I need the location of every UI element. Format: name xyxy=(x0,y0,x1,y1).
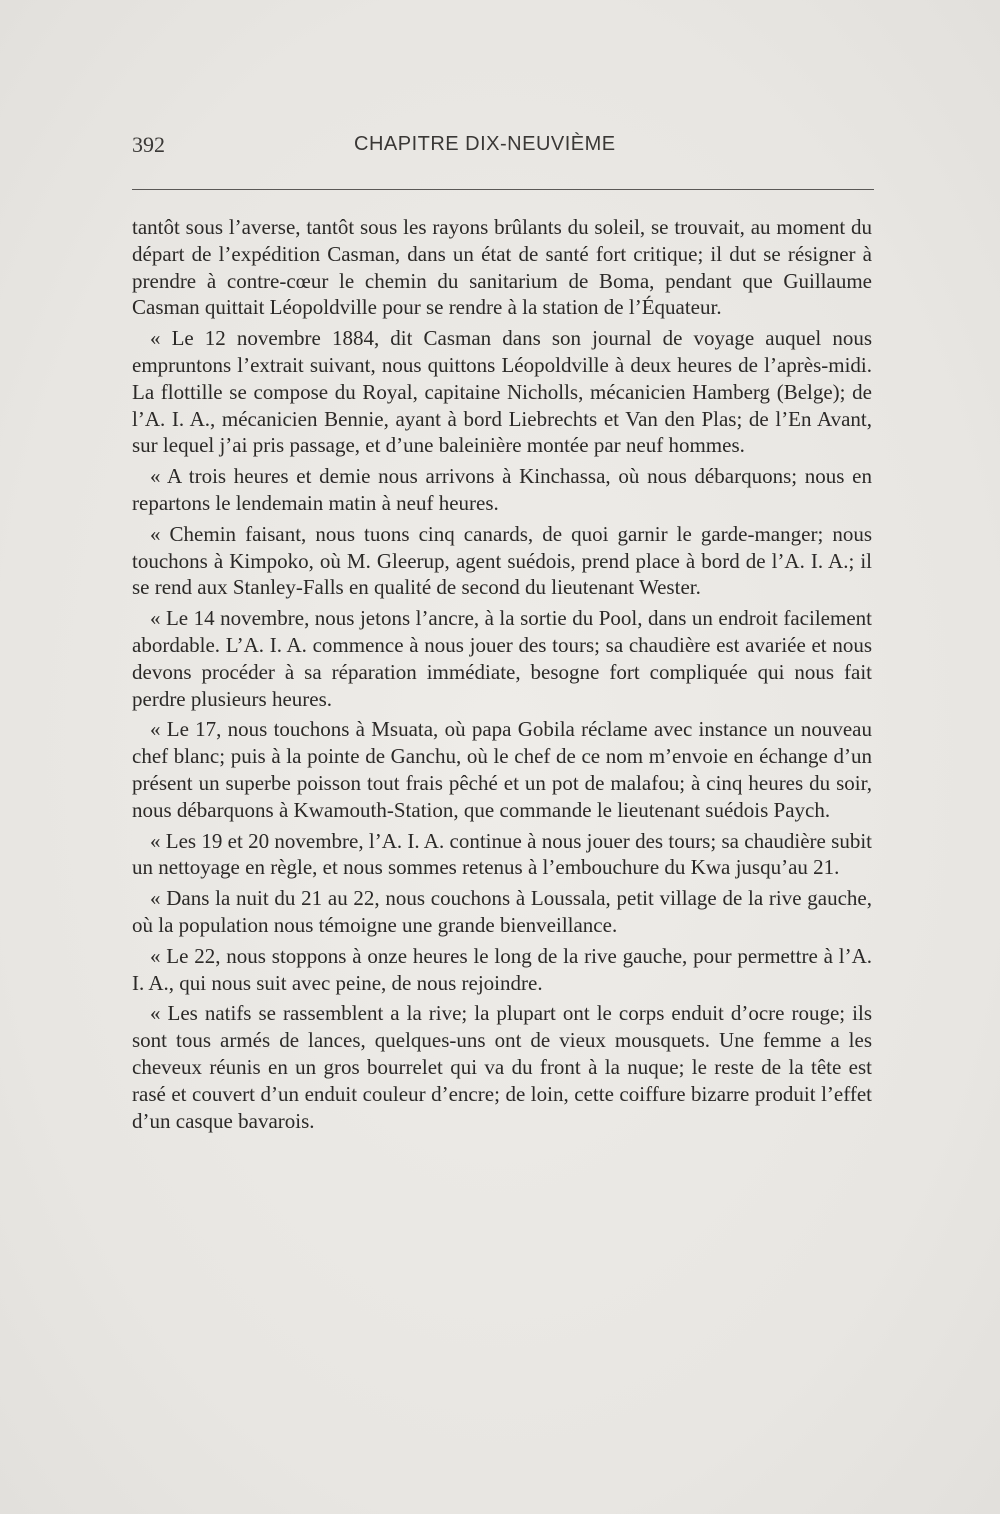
paragraph-6: « Le 17, nous touchons à Msuata, où papa Gobila réclame avec instance un nouveau chef blanc; puis à la pointe de Ganchu, où le chef de ce nom m’envoie en échange d’un présent un superbe poisson tout frais pêché et un pot de malafou; à cinq heures du soir, nous débarquons à Kwamouth-Station, que commande le lieutenant suédois Paych. xyxy=(132,717,872,822)
paragraph-2: « Le 12 novembre 1884, dit Casman dans son journal de voyage auquel nous empruntons l’extrait suivant, nous quittons Léopoldville à deux heures de l’après-midi. La flottille se compose du Royal, capitaine Nicholls, mécanicien Hamberg (Belge); de l’A. I. A., mécanicien Bennie, ayant à bord Liebrechts et Van den Plas; de l’En Avant, sur lequel j’ai pris passage, et d’une baleinière montée par neuf hommes. xyxy=(132,326,872,458)
paragraph-10: « Les natifs se rassemblent a la rive; la plupart ont le corps enduit d’ocre rouge; ils sont tous armés de lances, quelques-uns ont de vieux mousquets. Une femme a les cheveux réunis en un gros bourrelet qui va du front à la nuque; le reste de la tête est rasé et couvert d’un enduit couleur d’encre; de loin, cette coiffure bizarre produit l’effet d’un casque bavarois. xyxy=(132,1001,872,1133)
body-text xyxy=(132,214,872,1134)
paragraph-3: « A trois heures et demie nous arrivons à Kinchassa, où nous débarquons; nous en repartons le lendemain matin à neuf heures. xyxy=(132,464,872,515)
paragraph-9: « Le 22, nous stoppons à onze heures le long de la rive gauche, pour permettre à l’A. I. A., qui nous suit avec peine, de nous rejoindre. xyxy=(132,943,872,995)
header-rule xyxy=(132,189,874,190)
page-number: 392 xyxy=(132,132,165,157)
paragraph-8: « Dans la nuit du 21 au 22, nous couchons à Loussala, petit village de la rive gauche, où la population nous témoigne une grande bienveillance. xyxy=(132,886,872,937)
page-header xyxy=(132,132,874,162)
paragraph-1: tantôt sous l’averse, tantôt sous les rayons brûlants du soleil, se trouvait, au moment du départ de l’expédition Casman, dans un état de santé fort critique; il dut se résigner à prendre à contre-cœur le chemin du sanitarium de Boma, pendant que Guillaume Casman quittait Léopoldville pour se rendre à la station de l’Équateur. xyxy=(132,215,872,320)
paragraph-5: « Le 14 novembre, nous jetons l’ancre, à la sortie du Pool, dans un endroit facilement abordable. L’A. I. A. commence à nous jouer des tours; sa chaudière est avariée et nous devons procéder à sa réparation immédiate, besogne fort compliquée qui nous fait perdre plusieurs heures. xyxy=(132,606,872,711)
paragraph-4: « Chemin faisant, nous tuons cinq canards, de quoi garnir le garde-manger; nous touchons à Kimpoko, où M. Gleerup, agent suédois, prend place à bord de l’A. I. A.; il se rend aux Stanley-Falls en qualité de second du lieutenant Wester. xyxy=(132,521,872,600)
paragraph-7: « Les 19 et 20 novembre, l’A. I. A. continue à nous jouer des tours; sa chaudière subit un nettoyage en règle, et nous sommes retenus à l’embouchure du Kwa jusqu’au 21. xyxy=(132,828,872,880)
running-title: CHAPITRE DIX-NEUVIÈME xyxy=(354,133,616,155)
